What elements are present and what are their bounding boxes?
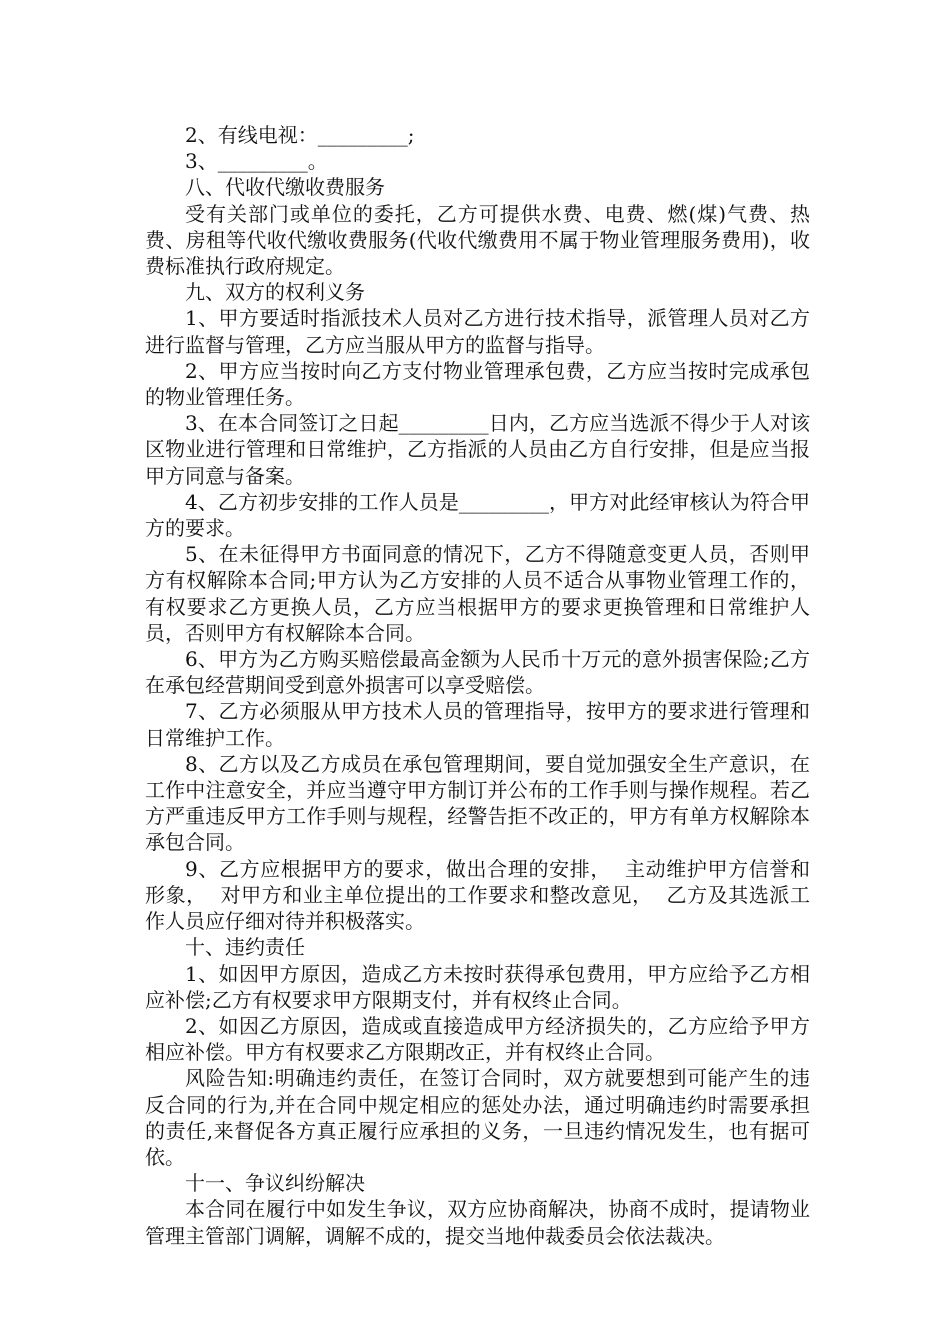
paragraph-rights-6: 6、甲方为乙方购买赔偿最高金额为人民币十万元的意外损害保险;乙方在承包经营期间受到意外损害可以享受赔偿。	[145, 647, 810, 698]
section-heading-8: 八、代收代缴收费服务	[185, 175, 385, 200]
paragraph-liability-2: 2、如因乙方原因，造成或直接造成甲方经济损失的，乙方应给予甲方相应补偿。甲方有权要求乙方限期改正，并有权终止合同。	[145, 1013, 810, 1065]
paragraph-rights-7: 7、乙方必须服从甲方技术人员的管理指导，按甲方的要求进行管理和日常维护工作。	[145, 699, 810, 750]
paragraph-item-3: 3、_________。	[185, 149, 328, 174]
paragraph-cable-tv: 2、有线电视：_________;	[185, 123, 415, 147]
paragraph-liability-1: 1、如因甲方原因，造成乙方未按时获得承包费用，甲方应给予乙方相应补偿;乙方有权要求甲方限期支付，并有权终止合同。	[145, 961, 810, 1012]
paragraph-rights-8: 8、乙方以及乙方成员在承包管理期间，要自觉加强安全生产意识，在工作中注意安全，并应当遵守甲方制订并公布的工作手则与操作规程。若乙方严重违反甲方工作手则与规程，经警告拒不改正的，甲方有单方权解除本承包合同。	[145, 751, 810, 855]
paragraph-risk-notice: 风险告知:明确违约责任，在签订合同时，双方就要想到可能产生的违反合同的行为,并在合同中规定相应的惩处办法，通过明确违约时需要承担的责任,来督促各方真正履行应承担的义务，一旦违约情况发生，也有据可依。	[145, 1066, 810, 1169]
section-heading-11: 十一、争议纠纷解决	[185, 1171, 365, 1196]
paragraph-rights-5: 5、在未征得甲方书面同意的情况下，乙方不得随意变更人员，否则甲方有权解除本合同;甲方认为乙方安排的人员不适合从事物业管理工作的，有权要求乙方更换人员，乙方应当根据甲方的要求更换管理和日常维护人员，否则甲方有权解除本合同。	[145, 542, 810, 645]
paragraph-rights-4: 4、乙方初步安排的工作人员是_________，甲方对此经审核认为符合甲方的要求。	[145, 489, 810, 541]
paragraph-rights-1: 1、甲方要适时指派技术人员对乙方进行技术指导，派管理人员对乙方进行监督与管理，乙方应当服从甲方的监督与指导。	[145, 306, 810, 357]
paragraph-dispute-resolution: 本合同在履行中如发生争议，双方应协商解决，协商不成时，提请物业管理主管部门调解，调解不成的，提交当地仲裁委员会依法裁决。	[145, 1197, 810, 1248]
paragraph-rights-2: 2、甲方应当按时向乙方支付物业管理承包费，乙方应当按时完成承包的物业管理任务。	[145, 358, 810, 410]
document-body	[145, 122, 810, 1249]
paragraph-collection-services: 受有关部门或单位的委托，乙方可提供水费、电费、燃(煤)气费、热费、房租等代收代缴收费服务(代收代缴费用不属于物业管理服务费用)，收费标准执行政府规定。	[145, 201, 810, 279]
section-heading-9: 九、双方的权利义务	[185, 280, 365, 305]
paragraph-rights-3: 3、在本合同签订之日起_________日内，乙方应当选派不得少于人对该区物业进行管理和日常维护，乙方指派的人员由乙方自行安排，但是应当报甲方同意与备案。	[145, 411, 810, 488]
section-heading-10: 十、违约责任	[185, 935, 305, 960]
paragraph-rights-9: 9、乙方应根据甲方的要求，做出合理的安排， 主动维护甲方信誉和形象， 对甲方和业主单位提出的工作要求和整改意见， 乙方及其选派工作人员应仔细对待并积极落实。	[145, 856, 810, 934]
